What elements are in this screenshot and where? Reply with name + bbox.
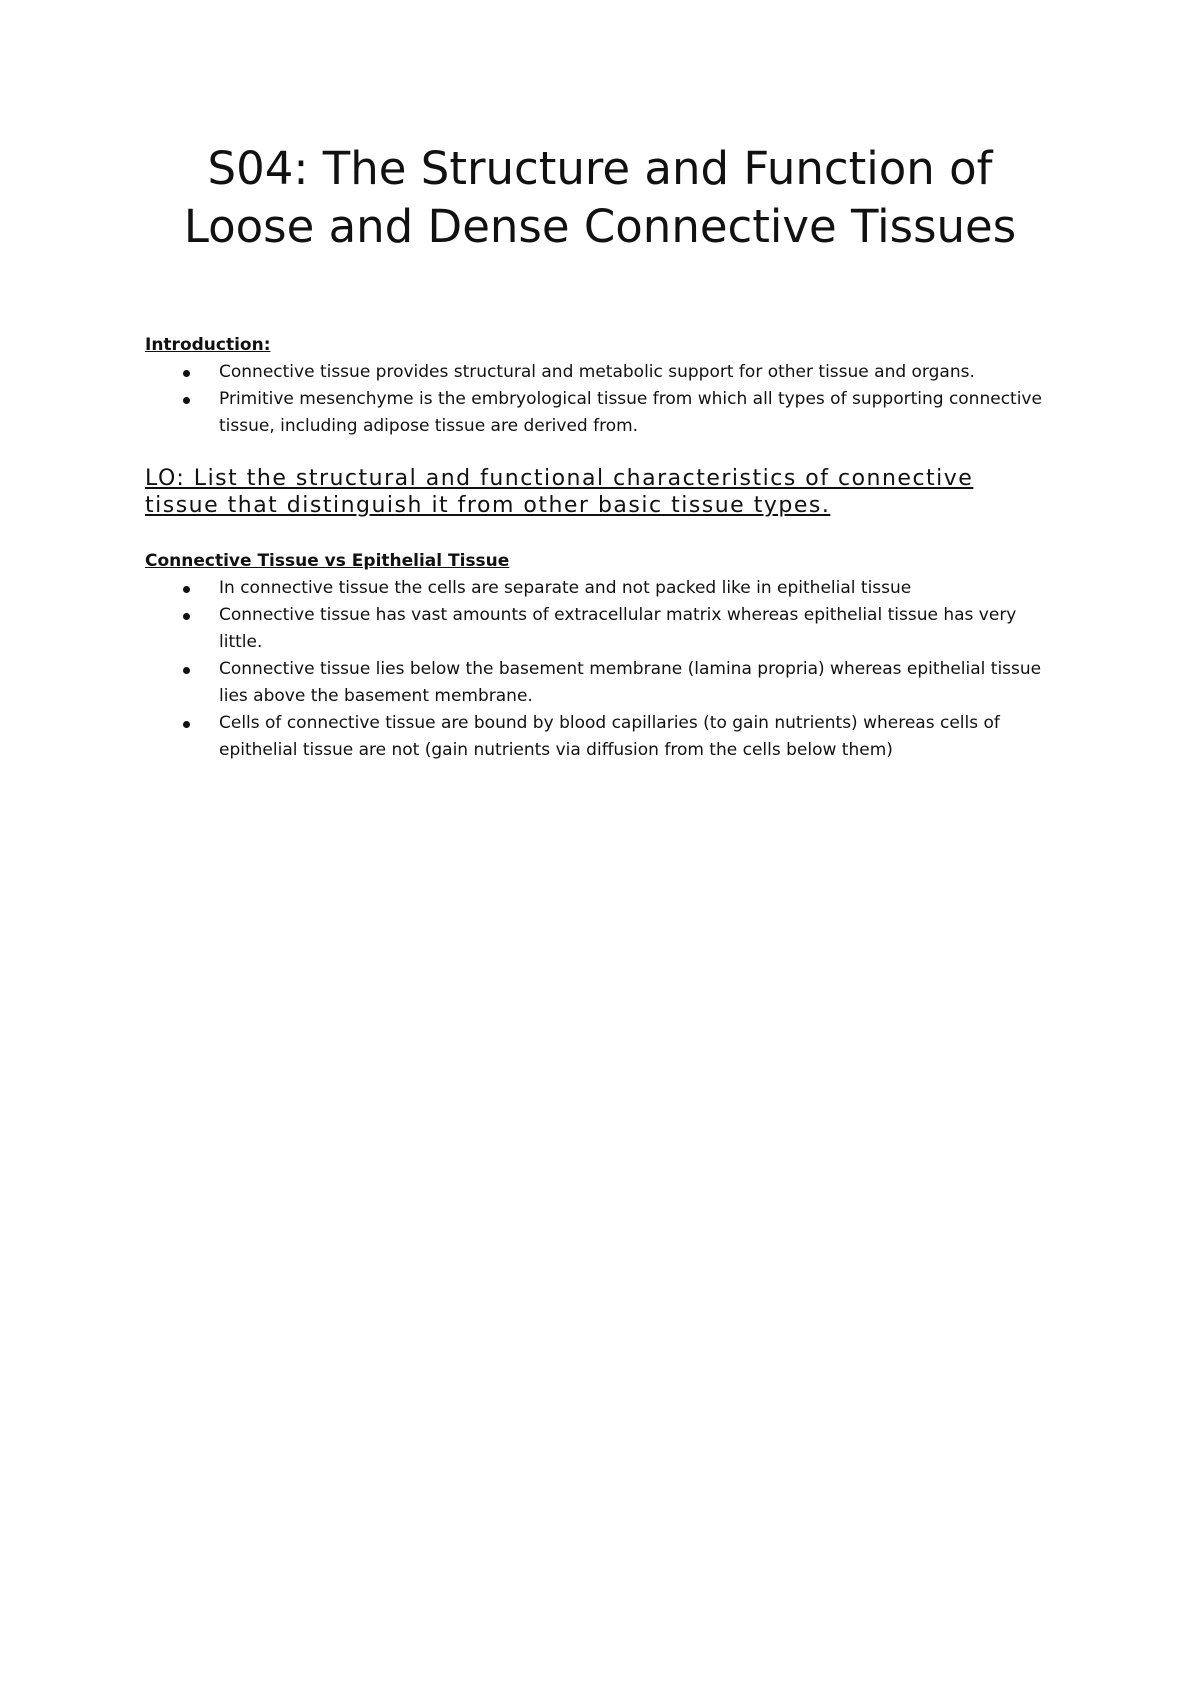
learning-objective-heading bbox=[145, 465, 1065, 519]
introduction-list bbox=[145, 359, 1065, 440]
list-item-text: Connective tissue has vast amounts of extracellular matrix whereas epithelial tissue has very little. bbox=[219, 605, 1017, 652]
learning-objective-line-2: tissue that distinguish it from other basic tissue types. bbox=[145, 493, 831, 518]
document-body bbox=[145, 332, 1065, 764]
document-title bbox=[140, 140, 1060, 256]
title-line-2: Loose and Dense Connective Tissues bbox=[183, 200, 1017, 253]
list-item bbox=[145, 359, 1065, 386]
bullet-icon bbox=[183, 721, 190, 728]
comparison-list bbox=[145, 575, 1065, 764]
list-item bbox=[145, 656, 1065, 710]
bullet-icon bbox=[183, 586, 190, 593]
list-item-text: Connective tissue provides structural and metabolic support for other tissue and organs. bbox=[219, 362, 975, 382]
title-line-1: S04: The Structure and Function of bbox=[207, 142, 993, 195]
list-item bbox=[145, 602, 1065, 656]
bullet-icon bbox=[183, 397, 190, 404]
list-item-text: Connective tissue lies below the basement membrane (lamina propria) whereas epithelial tissue lies above the basement membrane. bbox=[219, 659, 1042, 706]
list-item bbox=[145, 575, 1065, 602]
list-item-text: In connective tissue the cells are separate and not packed like in epithelial tissue bbox=[219, 578, 912, 598]
list-item-text: Cells of connective tissue are bound by blood capillaries (to gain nutrients) whereas cells of epithelial tissue are not (gain nutrients via diffusion from the cells below them) bbox=[219, 713, 1000, 760]
bullet-icon bbox=[183, 667, 190, 674]
introduction-heading: Introduction: bbox=[145, 335, 271, 355]
bullet-icon bbox=[183, 613, 190, 620]
bullet-icon bbox=[183, 370, 190, 377]
comparison-section bbox=[145, 548, 1065, 764]
list-item bbox=[145, 386, 1065, 440]
learning-objective-line-1: LO: List the structural and functional characteristics of connective bbox=[145, 466, 974, 491]
comparison-heading: Connective Tissue vs Epithelial Tissue bbox=[145, 551, 510, 571]
list-item-text: Primitive mesenchyme is the embryological tissue from which all types of supporting connective tissue, including adipose tissue are derived from. bbox=[219, 389, 1042, 436]
list-item bbox=[145, 710, 1065, 764]
